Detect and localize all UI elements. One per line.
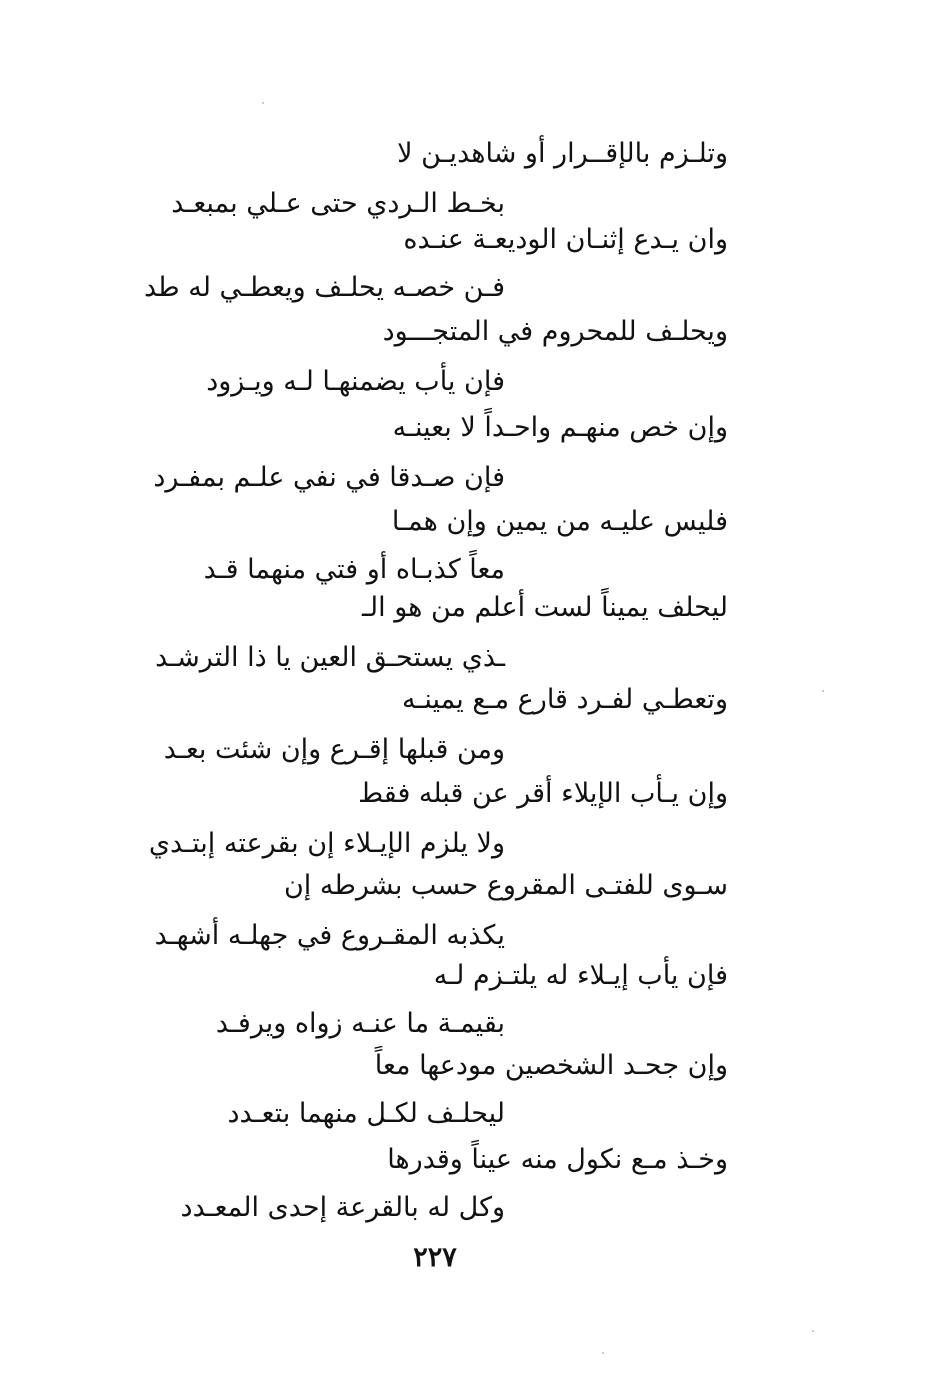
- verse-4-first-hemistich: وإن خص منهـم واحـداً لا بعينـه: [392, 412, 728, 443]
- verse-11-first-hemistich: وإن جحـد الشخصين مودعها معاً: [374, 1050, 728, 1081]
- verse-5-second-hemistich: معاً كذبـاه أو فتي منهما قـد: [203, 554, 505, 585]
- verse-6-second-hemistich: ـذي يستحـق العين يا ذا الترشـد: [155, 642, 505, 673]
- verse-2-second-hemistich: فـن خصـه يحلـف ويعطـي له طد: [143, 272, 505, 303]
- verse-7-second-hemistich: ومن قبلها إقـرع وإن شئت بعـد: [163, 734, 505, 765]
- verse-2-first-hemistich: وان يـدع إثنـان الوديعـة عنـده: [403, 224, 728, 255]
- verse-3-first-hemistich: ويحلـف للمحروم في المتجـــود: [382, 316, 728, 347]
- verse-4-second-hemistich: فإن صـدقا في نفي علـم بمفـرد: [153, 462, 505, 493]
- verse-9-first-hemistich: سـوى للفتـى المقروع حسب بشرطه إن: [283, 870, 728, 901]
- paper-speck: [262, 102, 264, 104]
- verse-11-second-hemistich: ليحلـف لكـل منهما بتعـدد: [227, 1098, 505, 1129]
- verse-3-second-hemistich: فإن يأب يضمنهـا لـه ويـزود: [206, 366, 505, 397]
- verse-12-second-hemistich: وكل له بالقرعة إحدى المعـدد: [180, 1192, 505, 1223]
- page-number: ٢٢٧: [413, 1242, 457, 1273]
- verse-1-second-hemistich: بخـط الـردي حتى عـلي بمبعـد: [171, 188, 505, 219]
- verse-5-first-hemistich: فليس عليـه من يمين وإن همـا: [391, 506, 728, 537]
- verse-7-first-hemistich: وتعطـي لفـرد قارع مـع يمينـه: [401, 684, 728, 715]
- paper-speck: [812, 1330, 814, 1332]
- verse-10-second-hemistich: بقيمـة ما عنـه زواه ويرفـد: [215, 1008, 505, 1039]
- verse-1-first-hemistich: وتلـزم بالإقــرار أو شاهديـن لا: [397, 138, 728, 169]
- paper-speck: [602, 1352, 604, 1354]
- verse-10-first-hemistich: فإن يأب إيـلاء له يلتـزم لـه: [433, 960, 728, 991]
- verse-8-first-hemistich: وإن يـأب الإيلاء أقر عن قبله فقط: [358, 778, 728, 809]
- verse-8-second-hemistich: ولا يلزم الإيـلاء إن بقرعته إبتـدي: [148, 828, 505, 859]
- verse-12-first-hemistich: وخـذ مـع نكول منه عيناً وقدرها: [387, 1144, 728, 1175]
- verse-9-second-hemistich: يكذبه المقـروع في جهلـه أشهـد: [154, 920, 505, 951]
- paper-speck: [822, 690, 824, 692]
- verse-6-first-hemistich: ليحلف يميناً لست أعلم من هو الـ: [361, 592, 728, 623]
